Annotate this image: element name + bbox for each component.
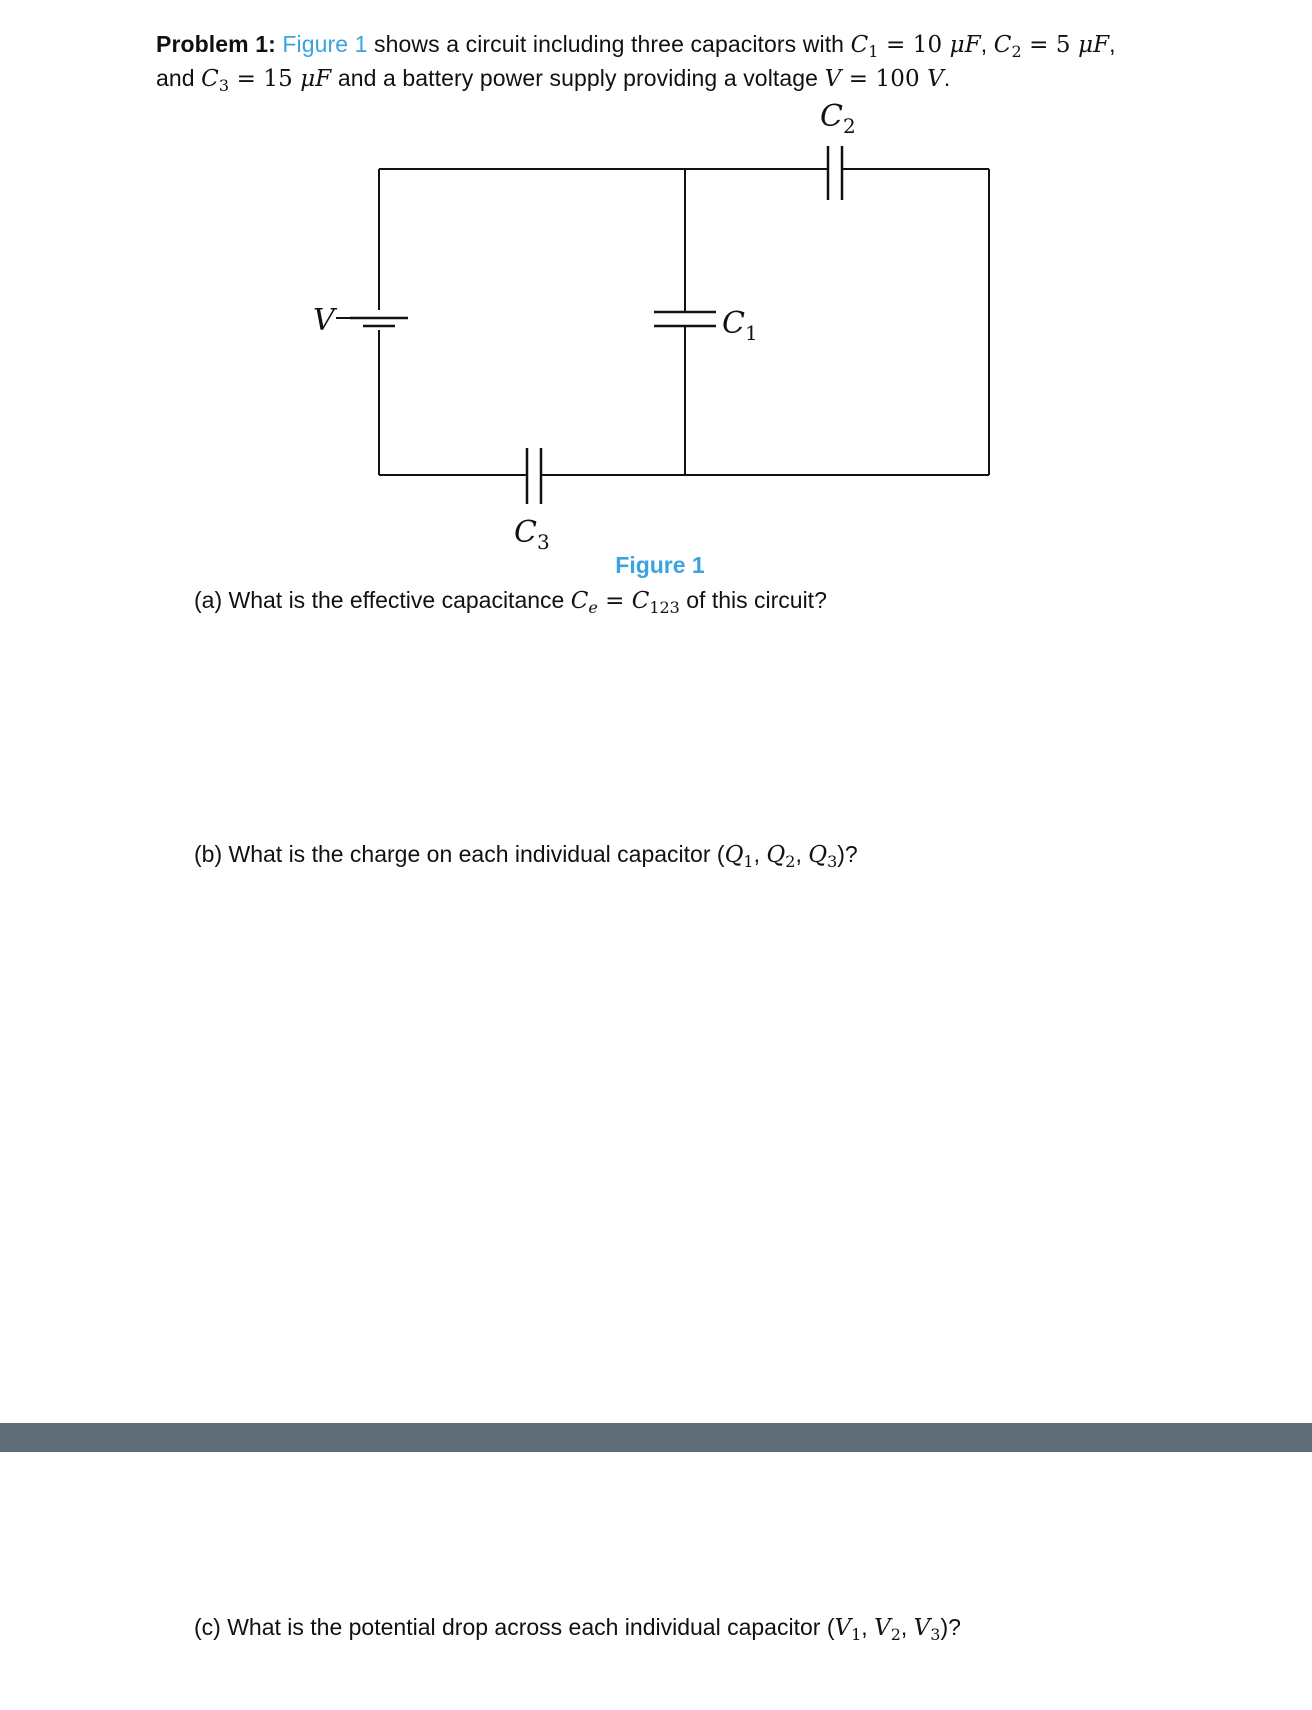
voltage-value: = 100 bbox=[841, 66, 928, 92]
capacitor-c3 bbox=[527, 448, 541, 504]
question-a: (a) What is the effective capacitance $C_e = C_{123}$ of this circuit? bbox=[194, 587, 827, 617]
c1-value: = 10 bbox=[878, 32, 950, 58]
c3-symbol: $C_3$ bbox=[201, 66, 230, 95]
question-b: (b) What is the charge on each individual capacitor ($Q_1$, $Q_2$, $Q_3$)? bbox=[194, 841, 858, 871]
label-v: V bbox=[313, 303, 335, 338]
question-c: (c) What is the potential drop across each individual capacitor ($V_1$, $V_2$, $V_3$)? bbox=[194, 1614, 961, 1644]
problem-text: shows a circuit including three capacitors with bbox=[367, 31, 851, 57]
c3-value: = 15 bbox=[229, 66, 301, 92]
c1-symbol: $C_1$ bbox=[850, 32, 879, 61]
c2-value: = 5 bbox=[1021, 32, 1079, 58]
voltage-symbol: V bbox=[824, 66, 842, 92]
page-divider-bar bbox=[0, 1423, 1312, 1452]
capacitor-c1 bbox=[654, 312, 716, 326]
battery-symbol bbox=[350, 318, 408, 326]
problem-text-3: and a battery power supply providing a voltage bbox=[331, 65, 825, 91]
label-c1: $C_1$ bbox=[722, 306, 758, 345]
label-c3: $C_3$ bbox=[514, 515, 550, 554]
figure-caption: Figure 1 bbox=[615, 552, 705, 578]
problem-statement: Problem 1: Figure 1 shows a circuit including three capacitors with $C_1 = 10$ μF, $C_2 = 5$ μF, and $C_3 = 15$ μF and a battery power supply providing a voltage V = 100 V. bbox=[156, 31, 1116, 95]
c2-symbol: $C_2$ bbox=[993, 32, 1022, 61]
capacitor-c2 bbox=[828, 146, 842, 200]
ce-symbol: $C_e$ bbox=[570, 588, 598, 617]
label-c2: $C_2$ bbox=[820, 99, 856, 138]
c123-symbol: $C_{123}$ bbox=[631, 588, 680, 617]
c1-unit: μF bbox=[949, 32, 981, 58]
circuit-diagram bbox=[0, 0, 1312, 600]
c3-unit: μF bbox=[300, 66, 332, 92]
problem-text-2: and bbox=[156, 65, 202, 91]
voltage-unit: V bbox=[927, 66, 944, 92]
problem-label: Problem 1: bbox=[156, 31, 276, 57]
c2-unit: μF bbox=[1078, 32, 1110, 58]
figure-reference-link[interactable]: Figure 1 bbox=[282, 31, 368, 57]
